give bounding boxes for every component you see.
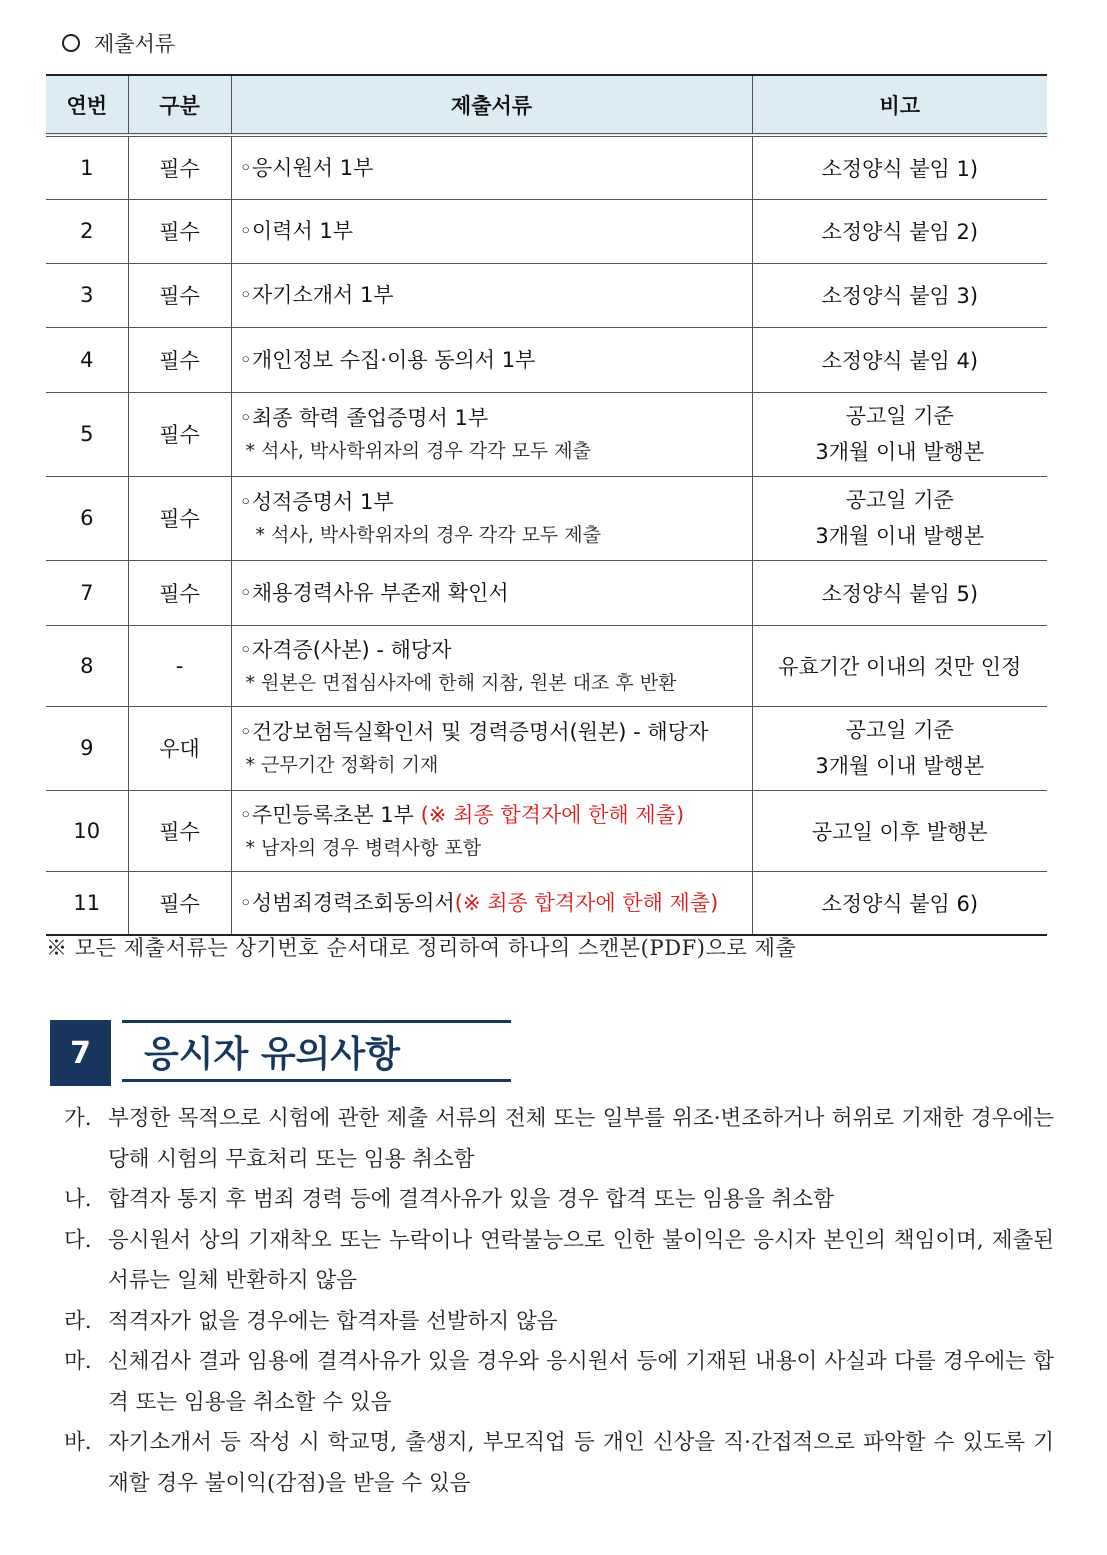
table-header-row	[46, 75, 1047, 135]
doc-main	[240, 798, 752, 832]
table-row	[46, 625, 1047, 706]
doc-main-text: ◦성범죄경력조회동의서	[239, 890, 455, 915]
list-item	[64, 1342, 1054, 1423]
cell-no: 1	[46, 135, 128, 199]
cell-remark: 소정양식 붙임 5)	[752, 560, 1047, 625]
cell-doc	[231, 790, 752, 871]
cell-doc	[231, 392, 752, 476]
doc-red-note: (※ 최종 합격자에 한해 제출)	[420, 802, 685, 827]
list-item	[64, 1221, 1054, 1302]
doc-sub-note: * 석사, 박사학위자의 경우 각각 모두 제출	[245, 440, 591, 462]
cell-type: 필수	[128, 476, 231, 560]
cell-type: 필수	[128, 392, 231, 476]
remark-line-2: 3개월 이내 발행본	[815, 754, 985, 778]
cell-doc	[231, 706, 752, 790]
caution-list	[64, 1099, 1054, 1504]
header-no: 연번	[46, 75, 128, 135]
table-row	[46, 263, 1047, 327]
cell-doc	[231, 199, 752, 263]
cell-type: 필수	[128, 199, 231, 263]
header-type: 구분	[128, 75, 231, 135]
doc-main	[240, 886, 752, 920]
cell-no: 2	[46, 199, 128, 263]
list-item	[64, 1423, 1054, 1504]
cell-no: 6	[46, 476, 128, 560]
header-remark: 비고	[752, 75, 1047, 135]
cell-doc	[231, 263, 752, 327]
list-item	[64, 1099, 1054, 1180]
cell-no: 9	[46, 706, 128, 790]
cell-type: 필수	[128, 560, 231, 625]
table-row	[46, 871, 1047, 935]
remark-line-1: 공고일 기준	[845, 404, 954, 428]
doc-sub-note: * 남자의 경우 병력사항 포함	[245, 836, 482, 859]
doc-main: ◦성적증명서 1부	[239, 490, 394, 514]
hollow-circle-icon	[62, 34, 80, 52]
item-marker: 나.	[64, 1187, 92, 1212]
doc-main: ◦자기소개서 1부	[239, 283, 394, 307]
list-item	[64, 1180, 1054, 1221]
cell-no: 5	[46, 392, 128, 476]
submission-note: ※ 모든 제출서류는 상기번호 순서대로 정리하여 하나의 스캔본(PDF)으로 제출	[46, 936, 797, 960]
table-row	[46, 135, 1047, 199]
list-item	[64, 1302, 1054, 1343]
doc-main: ◦건강보험득실확인서 및 경력증명서(원본) - 해당자	[239, 720, 709, 744]
doc-main-text: ◦주민등록초본 1부	[239, 802, 421, 827]
remark-line-1: 공고일 기준	[845, 488, 954, 512]
cell-remark: 소정양식 붙임 4)	[752, 327, 1047, 392]
cell-remark: 소정양식 붙임 2)	[752, 199, 1047, 263]
item-marker: 라.	[64, 1308, 92, 1334]
cell-no: 10	[46, 790, 128, 871]
remark-line-2: 3개월 이내 발행본	[815, 440, 985, 464]
cell-type: -	[128, 625, 231, 706]
item-text: 적격자가 없을 경우에는 합격자를 선발하지 않음	[108, 1308, 558, 1334]
item-marker: 바.	[64, 1430, 92, 1455]
cell-type: 필수	[128, 263, 231, 327]
cell-doc	[231, 476, 752, 560]
documents-table	[46, 74, 1047, 936]
doc-sub-note: * 근무기간 정확히 기재	[245, 754, 439, 776]
doc-main: ◦응시원서 1부	[239, 155, 374, 180]
cell-doc	[231, 135, 752, 199]
table-row	[46, 560, 1047, 625]
doc-main: ◦채용경력사유 부존재 확인서	[239, 580, 509, 605]
table-row	[46, 706, 1047, 790]
doc-sub-note: * 원본은 면접심사자에 한해 지참, 원본 대조 후 반환	[245, 671, 677, 694]
table-row	[46, 476, 1047, 560]
table-row	[46, 392, 1047, 476]
doc-red-note: (※ 최종 합격자에 한해 제출)	[454, 890, 719, 915]
doc-sub-note: * 석사, 박사학위자의 경우 각각 모두 제출	[255, 524, 601, 546]
cell-no: 8	[46, 625, 128, 706]
section-title: 제출서류	[94, 32, 176, 56]
cell-type: 필수	[128, 327, 231, 392]
cell-remark: 유효기간 이내의 것만 인정	[752, 625, 1047, 706]
section-heading	[62, 28, 175, 58]
cell-remark	[752, 476, 1047, 560]
header-doc: 제출서류	[231, 75, 752, 135]
cell-remark: 소정양식 붙임 3)	[752, 263, 1047, 327]
item-text: 자기소개서 등 작성 시 학교명, 출생지, 부모직업 등 개인 신상을 직·간접적으로 파악할 수 있도록 기재할 경우 불이익(감점)을 받을 수 있음	[108, 1430, 1054, 1496]
item-text: 부정한 목적으로 시험에 관한 제출 서류의 전체 또는 일부를 위조·변조하거나 허위로 기재한 경우에는 당해 시험의 무효처리 또는 임용 취소함	[108, 1106, 1054, 1172]
item-text: 합격자 통지 후 범죄 경력 등에 결격사유가 있을 경우 합격 또는 임용을 취소함	[108, 1187, 834, 1212]
cell-remark: 소정양식 붙임 1)	[752, 135, 1047, 199]
cell-remark: 소정양식 붙임 6)	[752, 871, 1047, 935]
cell-no: 3	[46, 263, 128, 327]
cell-no: 4	[46, 327, 128, 392]
doc-main: ◦자격증(사본) - 해당자	[239, 637, 452, 662]
remark-line-1: 공고일 기준	[845, 718, 954, 742]
doc-main: ◦이력서 1부	[239, 219, 354, 243]
table-row	[46, 790, 1047, 871]
item-marker: 가.	[64, 1106, 92, 1131]
doc-main: ◦개인정보 수집·이용 동의서 1부	[239, 347, 536, 372]
chapter-title: 응시자 유의사항	[122, 1020, 511, 1082]
cell-doc	[231, 625, 752, 706]
cell-remark	[752, 706, 1047, 790]
cell-doc	[231, 327, 752, 392]
cell-type: 우대	[128, 706, 231, 790]
cell-no: 7	[46, 560, 128, 625]
cell-remark	[752, 392, 1047, 476]
item-text: 응시원서 상의 기재착오 또는 누락이나 연락불능으로 인한 불이익은 응시자 본인의 책임이며, 제출된 서류는 일체 반환하지 않음	[108, 1227, 1054, 1293]
cell-type: 필수	[128, 790, 231, 871]
cell-type: 필수	[128, 135, 231, 199]
cell-doc	[231, 560, 752, 625]
item-text: 신체검사 결과 임용에 결격사유가 있을 경우와 응시원서 등에 기재된 내용이 사실과 다를 경우에는 합격 또는 임용을 취소할 수 있음	[108, 1349, 1054, 1415]
remark-line-2: 3개월 이내 발행본	[815, 524, 985, 548]
cell-no: 11	[46, 871, 128, 935]
table-row	[46, 199, 1047, 263]
cell-type: 필수	[128, 871, 231, 935]
doc-main: ◦최종 학력 졸업증명서 1부	[239, 406, 489, 430]
table-row	[46, 327, 1047, 392]
item-marker: 다.	[64, 1227, 92, 1253]
cell-remark: 공고일 이후 발행본	[752, 790, 1047, 871]
chapter-number-badge: 7	[50, 1020, 111, 1086]
item-marker: 마.	[64, 1349, 92, 1374]
cell-doc	[231, 871, 752, 935]
